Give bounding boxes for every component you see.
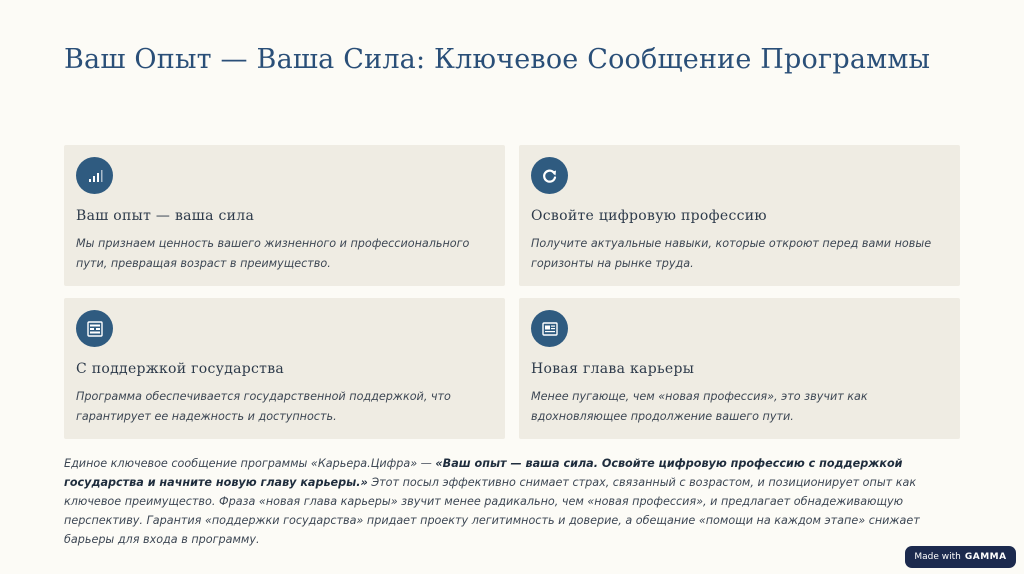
card-state-support bbox=[64, 298, 505, 439]
card-text: Получите актуальные навыки, которые откроют перед вами новые горизонты на рынке труда. bbox=[531, 237, 932, 270]
card-new-chapter bbox=[519, 298, 960, 439]
page-title: Ваш Опыт — Ваша Сила: Ключевое Сообщение Программы bbox=[64, 44, 931, 75]
key-message: «Ваш опыт — ваша сила. Освойте цифровую профессию с поддержкой государства и начните новую главу карьеры.» bbox=[64, 457, 903, 489]
government-building-icon bbox=[76, 310, 113, 347]
summary-rest: Этот посыл эффективно снимает страх, связанный с возрастом, и позиционирует опыт как ключевое преимущество. Фраза «новая глава карьеры» звучит менее радикально, чем «новая профессия», и предлагает обнадеживающую перспективу. Гарантия «поддержки государства» придает проекту легитимность и доверие, а обещание «помощи на каждом этапе» снижает барьеры для входа в программу. bbox=[64, 476, 920, 546]
bar-chart-icon bbox=[76, 157, 113, 194]
card-experience bbox=[64, 145, 505, 286]
card-title: Ваш опыт — ваша сила bbox=[76, 208, 255, 224]
card-title: Новая глава карьеры bbox=[531, 361, 695, 377]
card-text: Мы признаем ценность вашего жизненного и профессионального пути, превращая возраст в преимущество. bbox=[76, 237, 470, 270]
card-digital-profession bbox=[519, 145, 960, 286]
refresh-icon bbox=[531, 157, 568, 194]
summary-lead: Единое ключевое сообщение программы «Карьера.Цифра» — bbox=[64, 457, 436, 470]
card-text: Менее пугающе, чем «новая профессия», это звучит как вдохновляющее продолжение вашего пути. bbox=[531, 390, 868, 423]
badge-prefix: Made with bbox=[914, 552, 961, 562]
card-title: С поддержкой государства bbox=[76, 361, 285, 377]
summary-paragraph bbox=[64, 454, 964, 549]
card-text: Программа обеспечивается государственной поддержкой, что гарантирует ее надежность и доступность. bbox=[76, 390, 451, 423]
card-title: Освойте цифровую профессию bbox=[531, 208, 767, 224]
newspaper-icon bbox=[531, 310, 568, 347]
made-with-gamma-badge[interactable] bbox=[905, 546, 1016, 568]
gamma-logo: GAMMA bbox=[964, 552, 1007, 562]
